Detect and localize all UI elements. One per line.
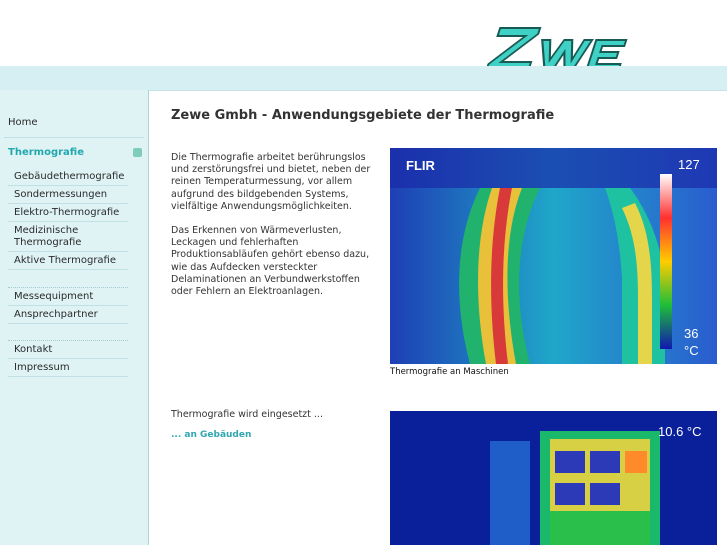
scale-unit-label: °C [684, 343, 699, 358]
divider [8, 287, 128, 288]
link-an-gebaeuden[interactable]: ... an Gebäuden [171, 430, 252, 440]
divider [8, 251, 128, 252]
divider [8, 305, 128, 306]
sidebar-item-gebaeudethermografie[interactable]: Gebäudethermografie [14, 171, 125, 182]
header [0, 0, 727, 66]
expand-arrow-icon[interactable] [133, 148, 142, 157]
divider [4, 137, 144, 138]
sidebar-item-kontakt[interactable]: Kontakt [14, 344, 53, 355]
sidebar-item-sondermessungen[interactable]: Sondermessungen [14, 189, 108, 200]
sidebar-item-home[interactable]: Home [8, 117, 38, 128]
image-caption: Thermografie an Maschinen [390, 367, 509, 377]
divider [8, 376, 128, 377]
sidebar-item-messequipment[interactable]: Messequipment [14, 291, 94, 302]
divider [8, 340, 128, 341]
flir-logo: FLIR [406, 158, 435, 173]
intro-paragraph-2: Das Erkennen von Wärmeverlusten, Leckagen und fehlerhaften Produktionsabläufen gehört ebenso dazu, wie das Aufdecken versteckter Delaminationen an Verbundwerkstoffen oder Fehlern an Elektroanlagen. [171, 225, 370, 298]
scale-min-label: 36 [684, 326, 699, 341]
page-title: Zewe Gmbh - Anwendungsgebiete der Thermografie [171, 108, 555, 123]
sidebar-item-ansprechpartner[interactable]: Ansprechpartner [14, 309, 98, 320]
divider [8, 358, 128, 359]
color-scale-bar [660, 174, 672, 349]
sidebar-item-aktive-thermografie[interactable]: Aktive Thermografie [14, 255, 117, 266]
section-text: Thermografie wird eingesetzt ... [171, 409, 323, 420]
intro-paragraph-1: Die Thermografie arbeitet berührungslos und zerstörungsfrei und bietet, neben der reinen Temperaturmessung, vor allem aufgrund des bildgebenden Systems, vielfältige Anwendungsmöglichkeiten. [171, 152, 371, 212]
sidebar-item-medizinische-thermografie[interactable]: Medizinische Thermografie [14, 225, 82, 248]
divider [8, 323, 128, 324]
thermal-image-building[interactable] [390, 411, 717, 545]
sidebar-item-thermografie[interactable]: Thermografie [8, 147, 84, 158]
sidebar-item-impressum[interactable]: Impressum [14, 362, 70, 373]
divider [8, 185, 128, 186]
top-bar [0, 66, 727, 91]
thermal-image-machines[interactable] [390, 148, 717, 364]
divider [8, 203, 128, 204]
scale-max-label: 127 [678, 157, 700, 172]
divider [8, 269, 128, 270]
temperature-label: 10.6 °C [658, 424, 702, 439]
sidebar-item-elektro-thermografie[interactable]: Elektro-Thermografie [14, 207, 120, 218]
divider [8, 221, 128, 222]
